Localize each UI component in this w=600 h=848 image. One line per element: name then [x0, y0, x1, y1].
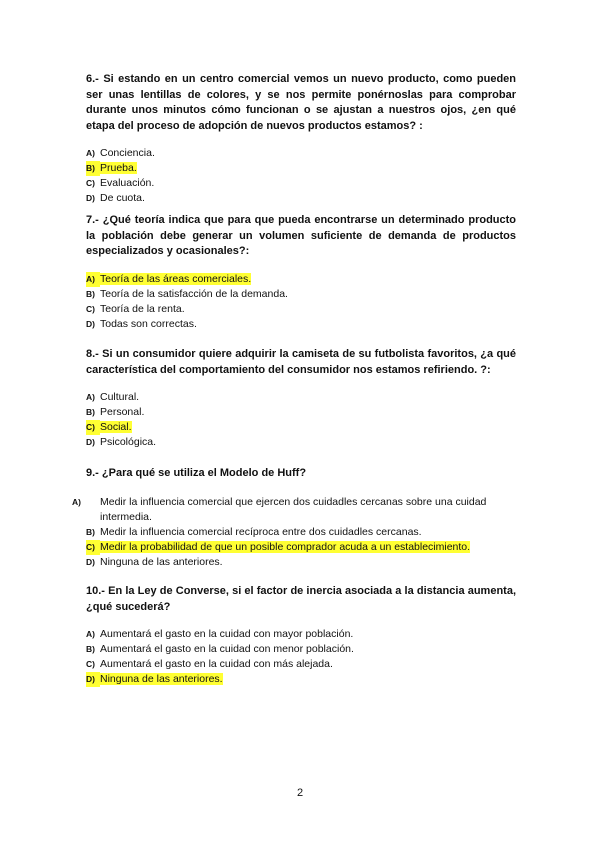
option-letter: A) [86, 272, 100, 287]
option-letter: A) [86, 392, 95, 402]
question-text [86, 72, 516, 134]
option-text: Medir la influencia comercial recíproca entre dos cuidadles cercanas. [100, 525, 422, 538]
option-b [86, 405, 516, 420]
question-number: 6.- [86, 73, 99, 85]
option-letter: B) [86, 161, 100, 176]
option-text: Medir la probabilidad de que un posible comprador acuda a un establecimiento. [100, 540, 471, 553]
question-body: ¿Qué teoría indica que para que pueda encontrarse un determinado producto la población debe generar un volumen suficiente de demanda de productos especializados y ocasionales?: [86, 214, 517, 257]
option-text: De cuota. [100, 192, 145, 204]
option-text: Personal. [100, 406, 145, 418]
question-number: 9.- [86, 467, 99, 479]
option-text: Ninguna de las anteriores. [100, 555, 223, 568]
option-text: Ninguna de las anteriores. [100, 673, 223, 685]
question-7 [86, 213, 516, 332]
option-letter: D) [86, 193, 95, 203]
option-letter: B) [86, 526, 95, 537]
question-text [86, 213, 516, 260]
question-number: 7.- [86, 214, 99, 226]
option-text: Aumentará el gasto en la cuidad con mayor población. [100, 628, 354, 640]
question-number: 8.- [86, 348, 99, 360]
option-d [86, 191, 516, 206]
question-body: En la Ley de Converse, si el factor de inercia asociada a la distancia aumenta, ¿qué sucederá? [86, 585, 516, 613]
option-text: Todas son correctas. [100, 317, 197, 330]
option-c-highlighted [86, 420, 516, 435]
option-b [86, 642, 516, 657]
question-8 [86, 347, 516, 450]
option-c [86, 302, 516, 317]
option-c-highlighted [86, 540, 516, 555]
question-body: Si estando en un centro comercial vemos un nuevo producto, como pueden ser unas lentillas de colores, y se nos permite ponérnoslas para comprobar durante unos minutos cómo funcionan o se ajustan a nuestros ojos, ¿en qué etapa del proceso de adopción de nuevos productos estamos? : [86, 73, 516, 132]
option-a [72, 495, 516, 525]
option-c [86, 176, 516, 191]
question-6 [86, 72, 516, 206]
option-d [86, 435, 516, 450]
option-a [86, 390, 516, 405]
option-c [86, 657, 516, 672]
option-b-highlighted [86, 161, 516, 176]
option-text: Prueba. [100, 162, 137, 174]
option-letter: A) [86, 629, 95, 639]
option-a-highlighted [86, 272, 516, 287]
option-letter: C) [86, 178, 95, 188]
option-letter: D) [86, 318, 95, 329]
question-body: ¿Para qué se utiliza el Modelo de Huff? [101, 467, 307, 479]
option-d-highlighted [86, 672, 516, 687]
option-a [86, 627, 516, 642]
answer-options [86, 146, 516, 206]
question-10 [86, 584, 516, 687]
option-text: Teoría de las áreas comerciales. [100, 272, 252, 285]
option-b [86, 525, 516, 540]
answer-options [72, 495, 516, 570]
option-text: Aumentará el gasto en la cuidad con más alejada. [100, 658, 333, 670]
option-text: Social. [100, 421, 132, 433]
option-a [86, 146, 516, 161]
option-text: Aumentará el gasto en la cuidad con menor población. [100, 643, 354, 655]
option-letter: C) [86, 303, 95, 314]
option-text: Medir la influencia comercial que ejercen dos cuidadles cercanas sobre una cuidad intermedia. [100, 495, 487, 523]
question-text [86, 584, 516, 615]
option-letter: D) [86, 672, 100, 687]
option-letter: C) [86, 540, 100, 555]
answer-options [86, 272, 516, 332]
option-text: Cultural. [100, 391, 140, 403]
page-number: 2 [296, 787, 304, 799]
option-d [86, 317, 516, 332]
option-text: Evaluación. [100, 177, 155, 189]
option-text: Teoría de la renta. [100, 302, 185, 315]
option-letter: D) [86, 556, 95, 567]
question-text [86, 347, 516, 378]
option-text: Teoría de la satisfacción de la demanda. [100, 287, 288, 300]
question-text [86, 466, 516, 482]
option-letter: B) [86, 288, 95, 299]
option-letter: C) [86, 420, 100, 435]
option-b [86, 287, 516, 302]
option-d [86, 555, 516, 570]
option-letter: A) [72, 496, 81, 507]
question-number: 10.- [86, 585, 105, 597]
option-letter: B) [86, 407, 95, 417]
option-letter: A) [86, 148, 95, 158]
question-body: Si un consumidor quiere adquirir la camiseta de su futbolista favoritos, ¿a qué característica del comportamiento del consumidor nos estamos refiriendo. ?: [86, 348, 517, 376]
question-9 [72, 466, 516, 570]
option-letter: C) [86, 659, 95, 669]
option-text: Conciencia. [100, 147, 155, 159]
option-text: Psicológica. [100, 436, 157, 448]
option-letter: B) [86, 644, 95, 654]
answer-options [86, 627, 516, 687]
option-letter: D) [86, 437, 95, 447]
answer-options [86, 390, 516, 450]
